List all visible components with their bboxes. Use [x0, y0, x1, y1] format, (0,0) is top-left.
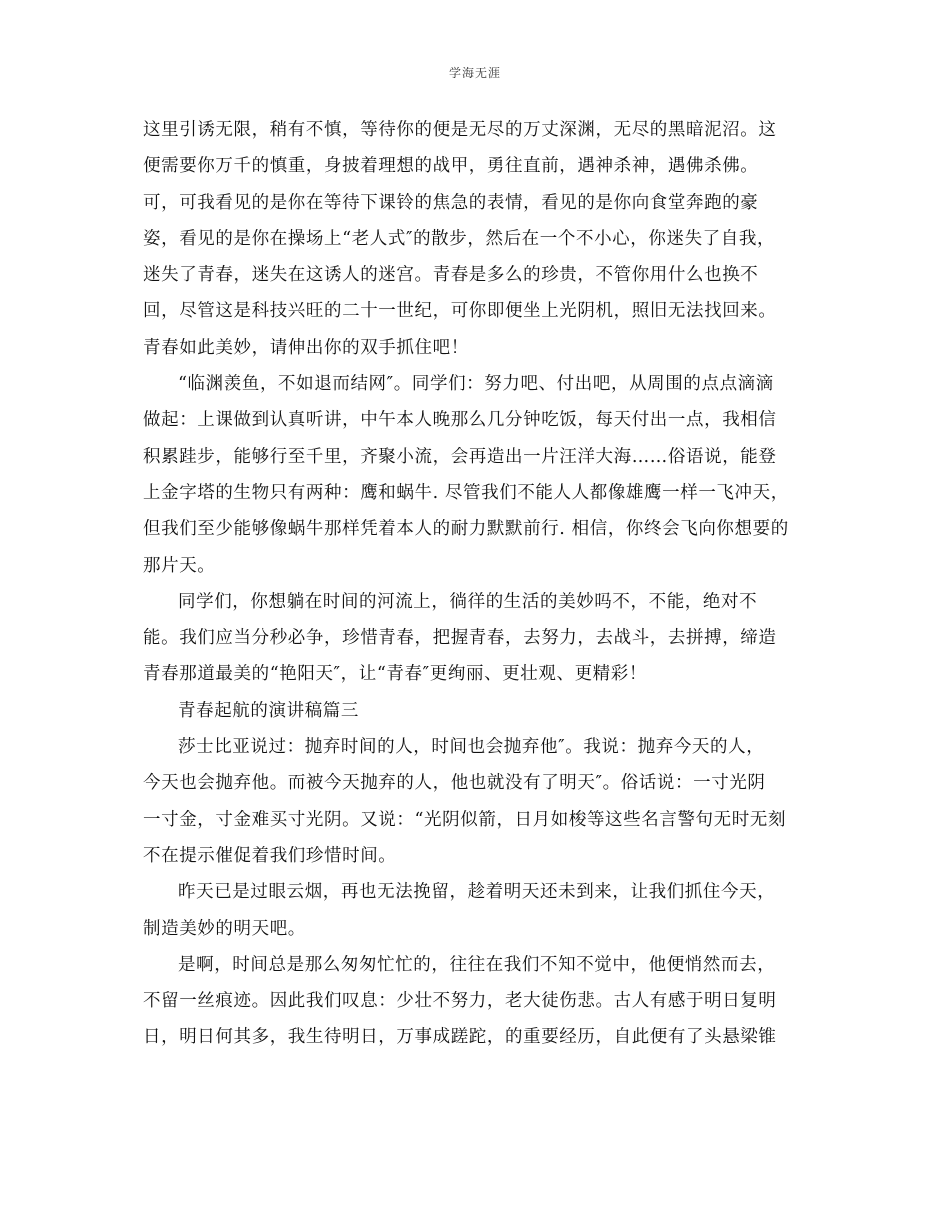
- text-line: 那片天。: [143, 555, 216, 576]
- text-line: 是啊，时间总是那么匆匆忙忙的，往往在我们不知不觉中，他便悄然而去，: [178, 954, 776, 975]
- text-line: 一寸金，寸金难买寸光阴。又说：“光阴似箭，日月如梭等这些名言警句无时无刻: [143, 809, 787, 830]
- text-line: 做起：上课做到认真听讲，中午本人晚那么几分钟吃饭，每天付出一点，我相信: [143, 410, 777, 431]
- document-body: [143, 112, 811, 1056]
- text-line: 今天也会抛弃他。而被今天抛弃的人，他也就没有了明天″。俗话说：一寸光阴: [143, 773, 766, 794]
- text-line: 青春那道最美的“艳阳天″，让“青春″更绚丽、更壮观、更精彩！: [143, 664, 647, 685]
- text-line: 能。我们应当分秒必争，珍惜青春，把握青春，去努力，去战斗，去拼搏，缔造: [143, 628, 777, 649]
- text-line: 莎士比亚说过：抛弃时间的人，时间也会抛弃他″。我说：抛弃今天的人，: [178, 737, 765, 758]
- page-header: 学海无涯: [448, 66, 501, 80]
- text-line: 但我们至少能够像蜗牛那样凭着本人的耐力默默前行. 相信，你终会飞向你想要的: [143, 519, 789, 540]
- text-line: “临渊羡鱼，不如退而结网″。同学们：努力吧、付出吧，从周围的点点滴滴: [178, 374, 774, 395]
- text-line: 青春如此美妙，请伸出你的双手抓住吧！: [143, 337, 469, 358]
- text-line: 日，明日何其多，我生待明日，万事成蹉跎，的重要经历，自此便有了头悬梁锥: [143, 1027, 777, 1048]
- text-line: 积累跬步，能够行至千里，齐聚小流，会再造出一片汪洋大海……俗语说，能登: [143, 446, 777, 467]
- text-line: 不在提示催促着我们珍惜时间。: [143, 845, 397, 866]
- text-line: 回，尽管这是科技兴旺的二十一世纪，可你即便坐上光阴机，照旧无法找回来。: [143, 301, 777, 322]
- text-line: 迷失了青春，迷失在这诱人的迷宫。青春是多么的珍贵，不管你用什么也换不: [143, 265, 759, 286]
- text-line: 同学们，你想躺在时间的河流上，徜徉的生活的美妙吗不，不能，绝对不: [178, 591, 758, 612]
- text-line: 这里引诱无限，稍有不慎，等待你的便是无尽的万丈深渊，无尽的黑暗泥沼。这: [143, 120, 777, 140]
- text-line: 上金字塔的生物只有两种：鹰和蜗牛. 尽管我们不能人人都像雄鹰一样一飞冲天，: [143, 482, 789, 503]
- text-line: 不留一丝痕迹。因此我们叹息：少壮不努力，老大徒伤悲。古人有感于明日复明: [143, 991, 777, 1012]
- text-line: 姿，看见的是你在操场上“老人式″的散步，然后在一个不小心，你迷失了自我，: [143, 228, 776, 249]
- text-line: 制造美妙的明天吧。: [143, 918, 306, 939]
- text-line: 青春起航的演讲稿篇三: [178, 700, 359, 721]
- text-line: 便需要你万千的慎重，身披着理想的战甲，勇往直前，遇神杀神，遇佛杀佛。: [143, 156, 759, 177]
- text-line: 可，可我看见的是你在等待下课铃的焦急的表情，看见的是你向食堂奔跑的豪: [143, 192, 759, 213]
- text-line: 昨天已是过眼云烟，再也无法挽留，趁着明天还未到来，让我们抓住今天，: [178, 882, 776, 903]
